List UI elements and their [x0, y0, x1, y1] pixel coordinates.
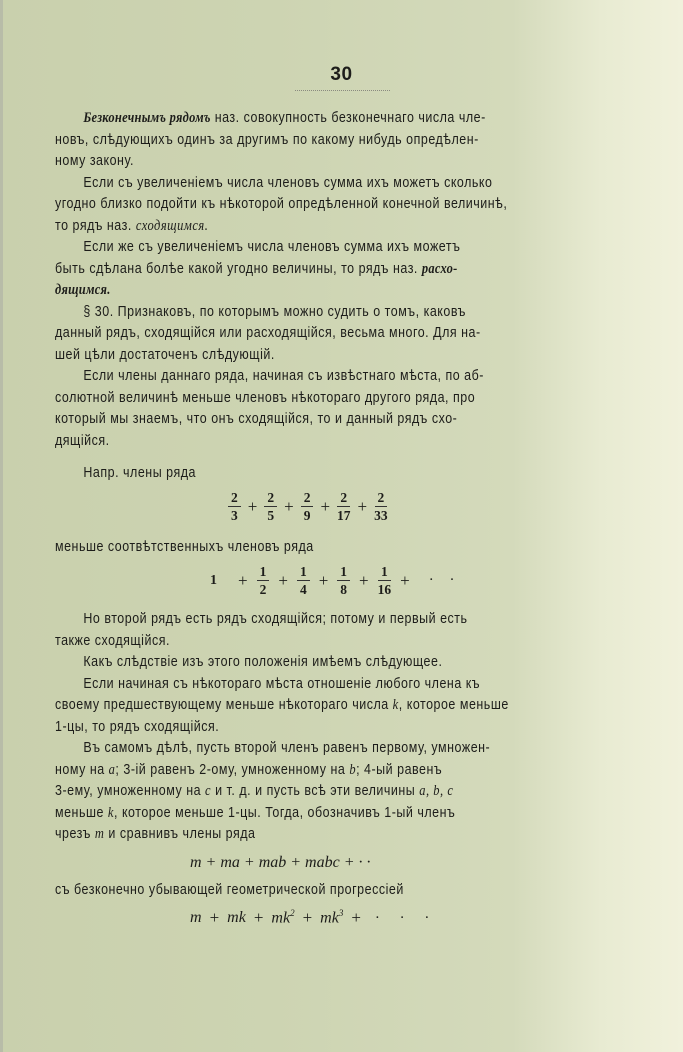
formula-geometric-half: 1 + $\frac{1}{2}$ + $\frac{1}{4}$ + $\frac{1}{8}$ + $\frac{1}{16}$ + · · [210, 564, 461, 597]
corollary-intro: Какъ слѣдствіе изъ этого положенія имѣемъ слѣдующее. [83, 654, 443, 670]
comparison-test-line-4: дящійся. [55, 432, 110, 449]
proof-line-3: 3-ему, умноженному на c и т. д. и пусть всѣ эти величины a, b, c [55, 783, 454, 799]
conclusion-line-1: Но второй рядъ есть рядъ сходящійся; потому и первый есть [83, 611, 468, 627]
fraction: $\frac{2}{3}$ [228, 490, 241, 523]
comparison-test-line-1: Если члены даннаго ряда, начиная съ извѣстнаго мѣста, по аб- [83, 368, 484, 384]
geometric-intro: съ безконечно убывающей геометрической прогрессіей [55, 882, 404, 898]
term-convergent: сходящимся. [135, 217, 209, 234]
text-block-2 [55, 609, 610, 846]
example-intro: Напр. члены ряда [83, 465, 196, 481]
divergent-def-line-1: Если же съ увеличеніемъ числа членовъ сумма ихъ можетъ [83, 239, 461, 255]
ratio-test-line-3: 1-цы, то рядъ сходящійся. [55, 718, 220, 735]
convergent-def-line-1: Если съ увеличеніемъ числа членовъ сумма ихъ можетъ сколько [83, 174, 493, 191]
term-infinite-series: Безконечнымъ рядомъ [83, 110, 211, 126]
term-divergent-part-2: дящимся. [55, 282, 111, 298]
convergent-def-line-3: то рядъ наз. сходящимся. [55, 217, 209, 234]
section-30-line-1: § 30. Признаковъ, по которымъ можно судить о томъ, каковъ [83, 303, 466, 320]
comparison-intro: меньше соотвѣтственныхъ членовъ ряда [55, 539, 314, 555]
fraction: $\frac{2}{17}$ [337, 490, 351, 523]
ratio-test-line-1: Если начиная съ нѣкотораго мѣста отношеніе любого члена къ [83, 675, 481, 692]
fraction: $\frac{2}{5}$ [264, 490, 277, 523]
divergent-def-line-3 [55, 280, 610, 302]
formula-product-series: m + ma + mab + mabc + · · [190, 854, 371, 871]
proof-line-2: ному на a; 3-ій равенъ 2-ому, умноженному на b; 4-ый равенъ [55, 761, 443, 778]
conclusion-line-2: также сходящійся. [55, 632, 170, 649]
formula-series-2-over: $\frac{2}{3}$ + $\frac{2}{5}$ + $\frac{2}{9}$ + $\frac{2}{17}$ + $\frac{2}{33}$ [228, 490, 388, 523]
proof-line-4: меньше k, которое меньше 1-цы. Тогда, обозначивъ 1-ый членъ [55, 804, 456, 821]
page-edge [0, 0, 3, 1052]
divergent-def-line-2: быть сдѣлана болѣе какой угодно величины, то рядъ наз. расхо- [55, 260, 458, 277]
formula-geometric-k: m + mk + $mk^2$ + $mk^3$ + · · · [190, 908, 438, 927]
section-30-line-3: шей цѣли достаточенъ слѣдующій. [55, 346, 275, 363]
page-number: 30 [330, 64, 353, 85]
definition-series-line-2: новъ, слѣдующихъ одинъ за другимъ по какому нибудь опредѣлен- [55, 131, 479, 148]
text-block-1 [55, 108, 610, 452]
fraction: $\frac{1}{4}$ [297, 564, 310, 597]
ratio-test-line-2: своему предшествующему меньше нѣкотораго числа k, которое меньше [55, 697, 509, 713]
fraction: $\frac{2}{33}$ [374, 490, 388, 523]
comparison-test-line-3: который мы знаемъ, что онъ сходящійся, то и данный рядъ схо- [55, 411, 458, 427]
header-rule [295, 90, 390, 91]
convergent-def-line-2: угодно близко подойти къ нѣкоторой опредѣленной конечной величинѣ, [55, 196, 508, 212]
fraction: $\frac{1}{16}$ [377, 564, 392, 597]
proof-line-5: чрезъ m и сравнивъ члены ряда [55, 826, 256, 842]
fraction: $\frac{1}{2}$ [257, 564, 270, 597]
section-30-line-2: данный рядъ, сходящійся или расходящійся, весьма много. Для на- [55, 325, 481, 341]
proof-line-1: Въ самомъ дѣлѣ, пусть второй членъ равенъ первому, умножен- [83, 740, 491, 756]
comparison-test-line-2: солютной величинѣ меньше членовъ нѣкотораго другого ряда, про [55, 389, 476, 406]
definition-series-line-1: Безконечнымъ рядомъ наз. совокупность безконечнаго числа чле- [83, 110, 486, 126]
definition-series-line-3: ному закону. [55, 153, 134, 169]
fraction: $\frac{1}{8}$ [337, 564, 350, 597]
term-divergent-part-1: расхо- [421, 260, 458, 277]
fraction: $\frac{2}{9}$ [301, 490, 314, 523]
